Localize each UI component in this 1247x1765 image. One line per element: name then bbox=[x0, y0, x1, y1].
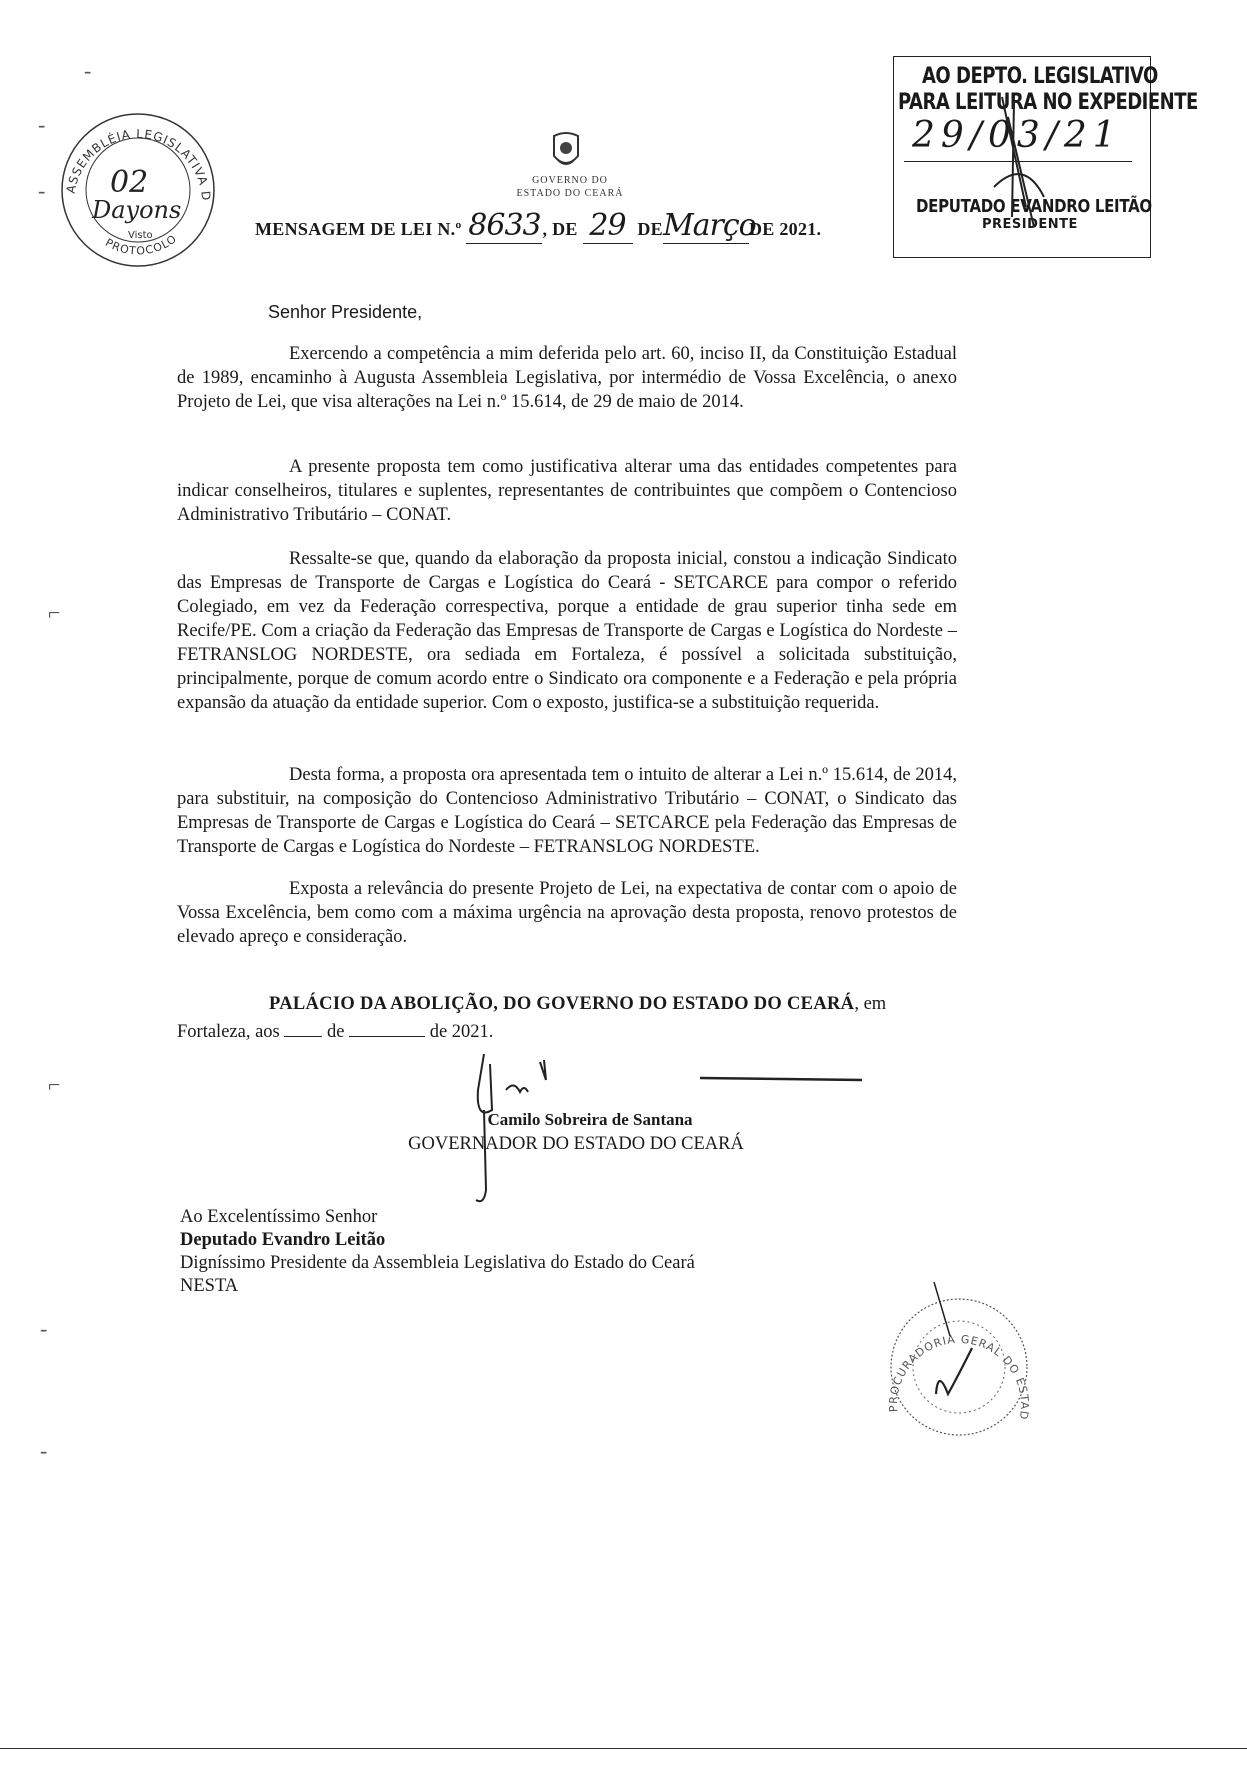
signatory-role: GOVERNADOR DO ESTADO DO CEARÁ bbox=[408, 1134, 744, 1154]
law-number: 8633 bbox=[468, 208, 541, 243]
title-month: Março bbox=[662, 208, 756, 243]
protocol-number: 02 bbox=[110, 165, 149, 200]
signatory-name: Camilo Sobreira de Santana bbox=[487, 1110, 693, 1129]
addressee-block: Ao Excelentíssimo Senhor Deputado Evandro Leitão Digníssimo Presidente da Assembleia Legislativa do Estado do Ceará NESTA bbox=[180, 1207, 695, 1296]
svg-text:PROTOCOLO: PROTOCOLO bbox=[103, 232, 180, 258]
paragraph-2: A presente proposta tem como justificativa alterar uma das entidades competentes para indicar conselheiros, titulares e suplentes, representantes de contribuintes que compõem o Contencioso Administrativo Tributário – CONAT. bbox=[177, 457, 957, 525]
margin-mark: - bbox=[40, 1316, 48, 1341]
svg-text:ASSEMBLÉIA LEGISLATIVA DO CEAR: ASSEMBLÉIA LEGISLATIVA D bbox=[63, 126, 214, 202]
margin-mark: - bbox=[40, 1438, 48, 1463]
margin-mark: - bbox=[84, 58, 92, 83]
page-bottom-rule bbox=[0, 1748, 1247, 1749]
stamp-date: 29/03/21 bbox=[912, 115, 1122, 156]
paragraph-3: Ressalte-se que, quando da elaboração da proposta inicial, constou a indicação Sindicato das Empresas de Transporte de Cargas e Logística do Ceará - SETCARCE para compor o referido Colegiado, em vez da Federação correspectiva, porque a entidade de grau superior tinha sede em Recife/PE. Com a criação da Federação das Empresas de Transporte de Cargas e Logística do Nordeste – FETRANSLOG NORDESTE, ora sediada em Fortaleza, é possível a solicitada substituição, principalmente, porque de comum acordo entre o Sindicato ora componente e a Federação e pela própria expansão da atuação da entidade superior. Com o exposto, justifica-se a substituição requerida. bbox=[177, 549, 957, 713]
paragraph-5: Exposta a relevância do presente Projeto de Lei, na expectativa de contar com o apoio de Vossa Excelência, bem como com a máxima urgência na aprovação desta proposta, renovo protestos de elevado apreço e consideração. bbox=[177, 879, 957, 947]
legislative-stamp: AO DEPTO. LEGISLATIVO PARA LEITURA NO EXPEDIENTE 29/03/21 DEPUTADO EVANDRO LEITÃO PRESIDENTE bbox=[893, 56, 1151, 258]
margin-mark: ⌐ bbox=[48, 600, 61, 625]
paragraph-4: Desta forma, a proposta ora apresentada tem o intuito de alterar a Lei n.º 15.614, de 2014, para substituir, na composição do Contencioso Administrativo Tributário – CONAT, o Sindicato das Empresas de Transporte de Cargas e Logística do Ceará – SETCARCE pela Federação das Empresas de Transporte de Cargas e Logística do Nordeste – FETRANSLOG NORDESTE. bbox=[177, 765, 957, 857]
svg-text:PROCURADORIA GERAL DO ESTADO: PROCURADORIA GERAL DO ESTAD bbox=[886, 1332, 1032, 1422]
government-letterhead: GOVERNO DO ESTADO DO CEARÁ bbox=[516, 175, 624, 199]
margin-mark: - bbox=[38, 178, 46, 203]
salutation: Senhor Presidente, bbox=[268, 302, 423, 322]
paragraph-1: Exercendo a competência a mim deferida pelo art. 60, inciso II, da Constituição Estadual de 1989, encaminho à Augusta Assembleia Legislativa, por intermédio de Vossa Excelência, o anexo Projeto de Lei, que visa alterações na Lei n.º 15.614, de 29 de maio de 2014. bbox=[177, 344, 957, 412]
svg-text:Visto: Visto bbox=[128, 230, 153, 241]
closing-place-date: PALÁCIO DA ABOLIÇÃO, DO GOVERNO DO ESTADO DO CEARÁ, em Fortaleza, aos de de 2021. bbox=[177, 994, 887, 1042]
title-day: 29 bbox=[583, 208, 633, 244]
attorney-general-stamp bbox=[868, 1276, 1050, 1458]
svg-text:Dayons: Dayons bbox=[92, 196, 182, 224]
coat-of-arms-icon bbox=[546, 130, 586, 174]
stamp-signature bbox=[894, 57, 1150, 257]
margin-mark: ⌐ bbox=[48, 1072, 61, 1097]
document-title: MENSAGEM DE LEI N.º 8633 , DE 29 DEMarçoDE 2021. bbox=[255, 208, 822, 243]
margin-mark: - bbox=[38, 112, 46, 137]
protocol-stamp bbox=[58, 110, 218, 270]
